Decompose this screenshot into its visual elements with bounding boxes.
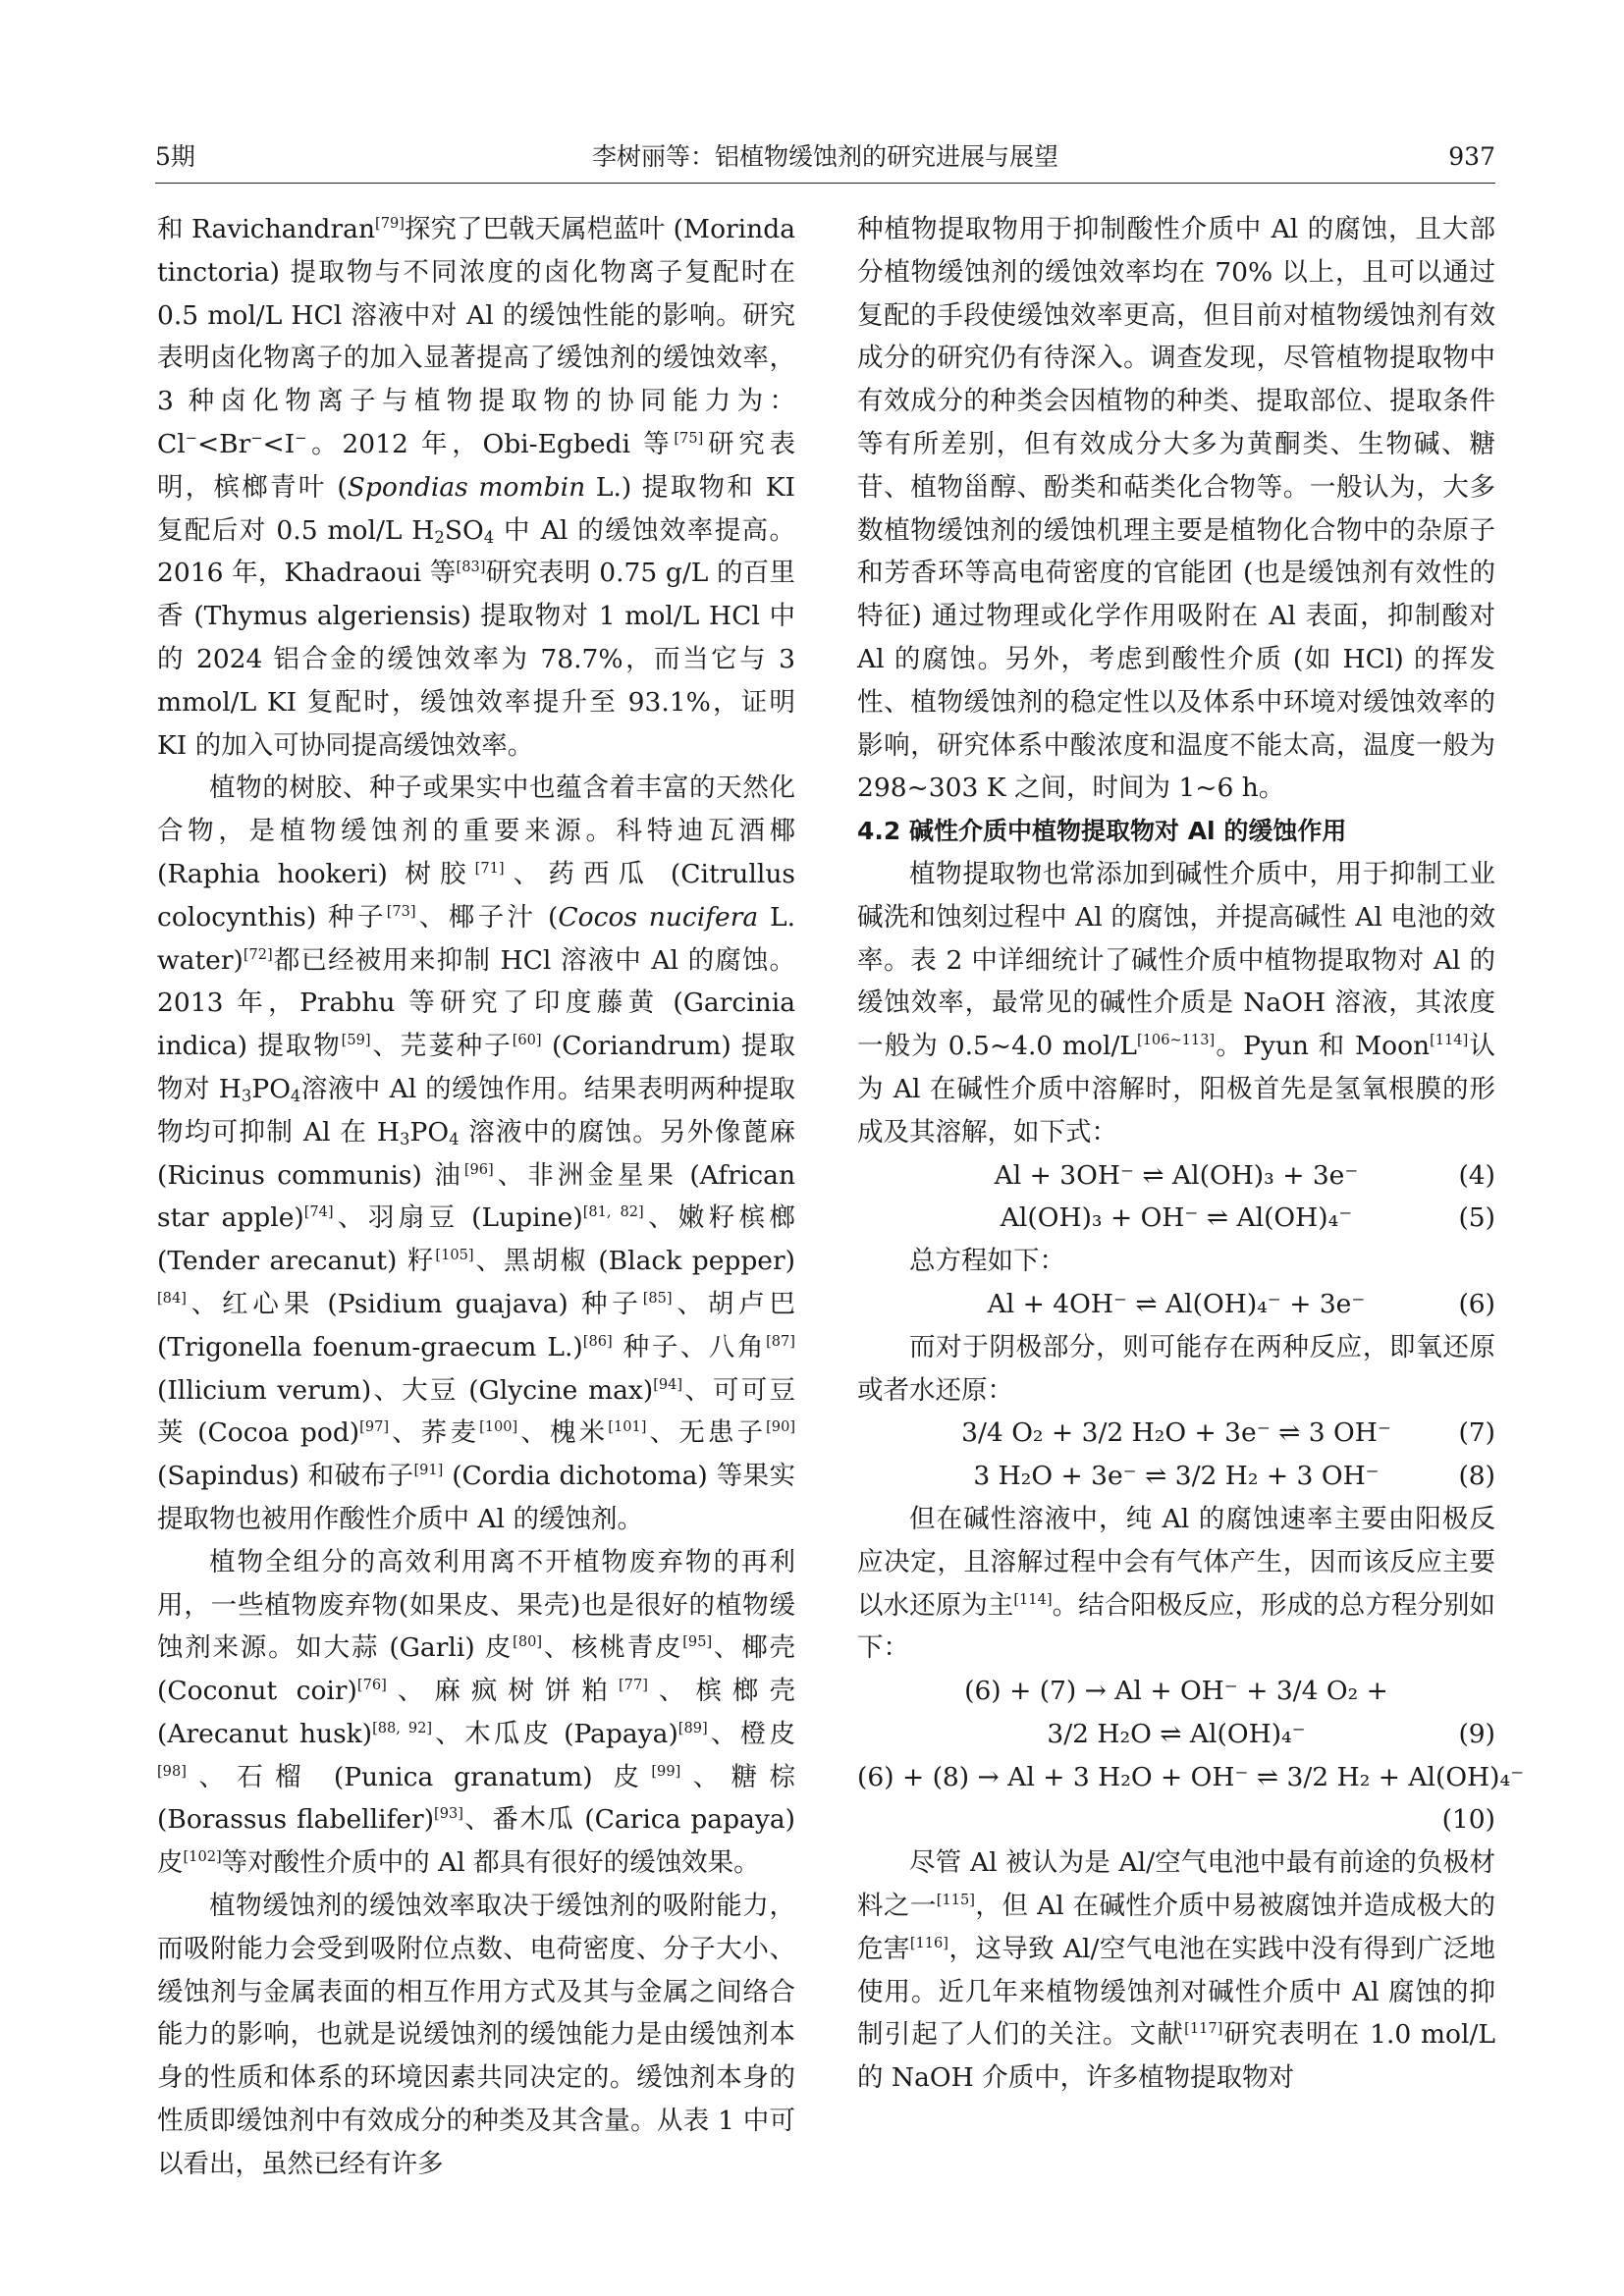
total-equation-label: 总方程如下：: [909, 1246, 1065, 1277]
paragraph-plant-waste: 植物全组分的高效利用离不开植物废弃物的再利用，一些植物废弃物(如果皮、果壳)也是很好的植物缓蚀剂来源。如大蒜 (Garli) 皮[80]、核桃青皮[95]、椰壳 (Coconut coir)[76]、麻疯树饼粕[77]、槟榔壳 (Arecanut husk)[88, 92]、木瓜皮 (Papaya)[89]、橙皮[98]、石榴 (Punica granatum) 皮[99]、糖棕 (Borassus flabellifer)[93]、番木瓜 (Carica papaya) 皮[102]等对酸性介质中的 Al 都具有很好的缓蚀效果。: [157, 1546, 796, 1879]
right-column: [857, 208, 1525, 2100]
left-column: [157, 208, 795, 2186]
citation: [83]: [456, 559, 486, 576]
page-number: 937: [1448, 142, 1495, 171]
equation-9-line-2: 3/2 H₂O ⇌ Al(OH)₄⁻ (9): [1047, 1718, 1495, 1749]
paragraph-al-air-battery: 尽管 Al 被认为是 Al/空气电池中最有前途的负极材料之一[115]，但 Al 在碱性介质中易被腐蚀并造成极大的危害[116]，这导致 Al/空气电池在实践中没有得到广泛地使用。近几年来植物缓蚀剂对碱性介质中 Al 腐蚀的抑制引起了人们的关注。文献[117]研究表明在 1.0 mol/L 的 NaOH 介质中，许多植物提取物对: [857, 1847, 1496, 2094]
paragraph-halide-synergy: 和 Ravichandran[79]探究了巴戟天属桤蓝叶 (Morinda tinctoria) 提取物与不同浓度的卤化物离子复配时在 0.5 mol/L HCl 溶液中对 Al 的缓蚀性能的影响。研究表明卤化物离子的加入显著提高了缓蚀剂的缓蚀效率，3 种卤化物离子与植物提取物的协同能力为：Cl−<Br−<I−。2012 年，Obi-Egbedi 等[75]研究表明，槟榔青叶 (Spondias mombin L.) 提取物和 KI 复配后对 0.5 mol/L $H_2SO_4$ 中 Al 的缓蚀效率提高。2016 年，Khadraoui 等[83]研究表明 0.75 g/L 的百里香 (Thymus algeriensis) 提取物对 1 mol/L HCl 中的 2024 铝合金的缓蚀效率为 78.7%，而当它与 3 mmol/L KI 复配时，缓蚀效率提升至 93.1%，证明 KI 的加入可协同提高缓蚀效率。: [157, 214, 796, 761]
section-heading: 4.2 碱性介质中植物提取物对 Al 的缓蚀作用: [857, 817, 1347, 846]
paragraph-acid-summary: 种植物提取物用于抑制酸性介质中 Al 的腐蚀，且大部分植物缓蚀剂的缓蚀效率均在 70% 以上，且可以通过复配的手段使缓蚀效率更高，但目前对植物缓蚀剂有效成分的研究仍有待深入。调查发现，尽管植物提取物中有效成分的种类会因植物的种类、提取部位、提取条件等有所差别，但有效成分大多为黄酮类、生物碱、糖苷、植物甾醇、酚类和萜类化合物等。一般认为，大多数植物缓蚀剂的缓蚀机理主要是植物化合物中的杂原子和芳香环等高电荷密度的官能团 (也是缓蚀剂有效性的特征) 通过物理或化学作用吸附在 Al 表面，抑制酸对 Al 的腐蚀。另外，考虑到酸性介质 (如 HCl) 的挥发性、植物缓蚀剂的稳定性以及体系中环境对缓蚀效率的影响，研究体系中酸浓度和温度不能太高，温度一般为 298~303 K 之间，时间为 1~6 h。: [857, 214, 1495, 804]
paragraph-water-reduction: 但在碱性溶液中，纯 Al 的腐蚀速率主要由阳极反应决定，且溶解过程中会有气体产生，因而该反应主要以水还原为主[114]。结合阳极反应，形成的总方程分别如下：: [857, 1503, 1496, 1664]
header-rule: [155, 183, 1495, 184]
citation: [79]: [375, 214, 405, 232]
citation: [75]: [674, 429, 704, 447]
equation-10: (6) + (8) → Al + 3 H₂O + OH⁻ ⇌ 3/2 H₂ + Al(OH)₄⁻: [857, 1761, 1525, 1792]
equation-8: 3 H₂O + 3e⁻ ⇌ 3/2 H₂ + 3 OH⁻ (8): [973, 1461, 1495, 1492]
paragraph-adsorption: 植物缓蚀剂的缓蚀效率取决于缓蚀剂的吸附能力，而吸附能力会受到吸附位点数、电荷密度、分子大小、缓蚀剂与金属表面的相互作用方式及其与金属之间络合能力的影响，也就是说缓蚀剂的缓蚀能力是由缓蚀剂本身的性质和体系的环境因素共同决定的。缓蚀剂本身的性质即缓蚀剂中有效成分的种类及其含量。从表 1 中可以看出，虽然已经有许多: [157, 1891, 795, 2179]
running-title: 李树丽等：铝植物缓蚀剂的研究进展与展望: [591, 142, 1058, 171]
paragraph-seeds-fruits: 植物的树胶、种子或果实中也蕴含着丰富的天然化合物，是植物缓蚀剂的重要来源。科特迪瓦酒椰 (Raphia hookeri) 树胶[71]、药西瓜 (Citrullus colocynthis) 种子[73]、椰子汁 (Cocos nucifera L. water)[72]都已经被用来抑制 HCl 溶液中 Al 的腐蚀。2013 年，Prabhu 等研究了印度藤黄 (Garcinia indica) 提取物[59]、芫荽种子[60] (Coriandrum) 提取物对 $H_3PO_4$溶液中 Al 的缓蚀作用。结果表明两种提取物均可抑制 Al 在 $H_3PO_4$ 溶液中的腐蚀。另外像蓖麻 (Ricinus communis) 油[96]、非洲金星果 (African star apple)[74]、羽扇豆 (Lupine)[81, 82]、嫩籽槟榔 (Tender arecanut) 籽[105]、黑胡椒 (Black pepper)[84]、红心果 (Psidium guajava) 种子[85]、胡卢巴 (Trigonella foenum-graecum L.)[86] 种子、八角[87](Illicium verum)、大豆 (Glycine max)[94]、可可豆荚 (Cocoa pod)[97]、荞麦[100]、槐米[101]、无患子[90] (Sapindus) 和破布子[91] (Cordia dichotoma) 等果实提取物也被用作酸性介质中 Al 的缓蚀剂。: [157, 773, 796, 1534]
equation-4: Al + 3OH⁻ ⇌ Al(OH)₃ + 3e⁻ (4): [994, 1159, 1495, 1191]
equation-9-line-1: (6) + (7) → Al + OH⁻ + 3/4 O₂ +: [964, 1676, 1388, 1707]
equation-6: Al + 4OH⁻ ⇌ Al(OH)₄⁻ + 3e⁻ (6): [987, 1288, 1495, 1319]
equation-7: 3/4 O₂ + 3/2 H₂O + 3e⁻ ⇌ 3 OH⁻ (7): [961, 1417, 1495, 1449]
paragraph-cathode: 而对于阴极部分，则可能存在两种反应，即氧还原或者水还原：: [857, 1331, 1495, 1406]
equation-5: Al(OH)₃ + OH⁻ ⇌ Al(OH)₄⁻ (5): [1000, 1202, 1495, 1234]
equation-10-number: (10): [1441, 1804, 1495, 1836]
running-header: [155, 137, 1495, 177]
paragraph-alkaline-intro: 植物提取物也常添加到碱性介质中，用于抑制工业碱洗和蚀刻过程中 Al 的腐蚀，并提高碱性 Al 电池的效率。表 2 中详细统计了碱性介质中植物提取物对 Al 的缓蚀效率，最常见的碱性介质是 NaOH 溶液，其浓度一般为 0.5~4.0 mol/L[106~113]。Pyun 和 Moon[114]认为 Al 在碱性介质中溶解时，阳极首先是氢氧根膜的形成及其溶解，如下式：: [857, 858, 1495, 1148]
issue-number: 5期: [155, 142, 195, 171]
